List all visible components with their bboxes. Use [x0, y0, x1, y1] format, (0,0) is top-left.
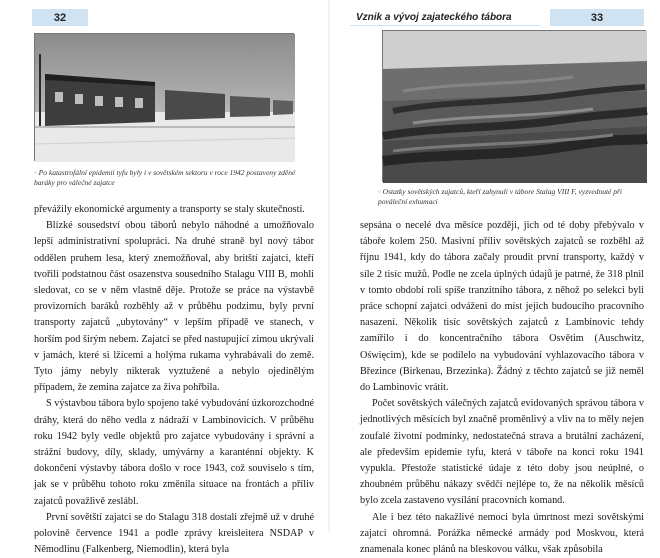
page-number-left: 32 [32, 9, 88, 26]
body-text-right [360, 218, 644, 558]
running-title: Vznik a vývoj zajateckého tábora [350, 9, 540, 26]
paragraph: sepsána o necelé dva měsíce později, jich od té doby přebývalo v táboře kolem 250. Masivní příliv sovětských zajatců se rozběhl až říjnu 1941, kdy do tábora začaly proudit první transporty, každý v síle 2 tisíc mužů. Podle ne zcela úplných údajů je patrné, že 318 plnil v tomto období roli spíše tranzitního tábora, z něhož po selekci byli práce schopní zajatci odváženi do míst jejich budoucího pracovního nasazení. Několik tisíc sovětských zajatců z Lambinovic tehdy zamířilo i do koncentračního tábora Osvětim (Auschwitz, Oświęcim), kde se podílelo na vybudování vyhlazovacího tábora v Březince (Birkenau, Brzezinka). Žádný z těchto zajatců se již neměl do Lambinovic vrátit. [360, 220, 644, 394]
photo-exhumation [382, 30, 646, 182]
caption-marker-icon: ▫ [378, 187, 381, 196]
barracks-photo-image [35, 34, 295, 162]
caption-text: Ostatky sovětských zajatců, kteří zahynuli v tábore Stalag VIII F, vyzvednuté při pováleční exhumaci [378, 187, 622, 206]
photo-caption-left [34, 168, 302, 188]
caption-marker-icon: ▫ [34, 168, 37, 177]
book-gutter [328, 0, 330, 532]
page-number-right: 33 [550, 9, 644, 26]
paragraph: Blízké sousedství obou táborů nebylo náhodné a umožňovalo lepší administrativní spolupráci. Na druhé straně byl nový tábor oddělen pruhem lesa, který znemožňoval, aby britští zajatci, kteří tvořili podstatnou část osazenstva sousedního Stalagu VIII B, mohli sledovat, co se v něm vlastně děje. Protože se práce na výstavbě provizorních baráků rozběhly až v průběhu podzimu, byly první transporty zajatců „ubytovány“ v lepším případě ve stanech, v horším pod širým nebem. Zajatci se před nastupující zimou ukrývali v jamách, které si lžícemi a holýma rukama vyhrabávali do země. Tyto jámy nebyly nikterak vyztužené a nebylo ojedinělým případem, že zemina zajatce za živa pohřbila. [34, 220, 314, 394]
exhumation-photo-image [383, 31, 647, 183]
right-page [338, 0, 656, 556]
body-text-left [34, 202, 314, 558]
paragraph: Počet sovětských válečných zajatců evidovaných správou tábora v jednotlivých měsících byl značně proměnlivý a vliv na to měly nejen zoufalé životní podmínky, nedostatečná strava a brutální zacházení, ale především epidemie tyfu, která v táboře na konci roku 1941 vypukla. Přestože statistické údaje z této doby jsou neúplné, o zhoubném průběhu nákazy svědčí nejlépe to, že na několik měsíců bylo zcela zastaveno vysílání pracovních komand. [360, 398, 644, 507]
paragraph: Ale i bez této nakažlivé nemoci byla úmrtnost mezi sovětskými zajatci ohromná. Porážka německé armády pod Moskvou, která znamenala konec plánů na bleskovou válku, však způsobila [360, 511, 644, 556]
left-page [8, 0, 326, 556]
caption-text: Po katastrofální epidemii tyfu byly i v sovětském sektoru v roce 1942 postaveny zděné baráky pro válečné zajatce [34, 168, 296, 187]
paragraph: S výstavbou tábora bylo spojeno také vybudování úzkorozchodné dráhy, která do něho vedla z nádraží v Lambinovicích. V průběhu roku 1942 byly vedle objektů pro zajatce vybudovány i správní a strážní budovy, díly, sklady, umývárny a karanténní objekty. K dokončení výstavby tábora došlo v roce 1943, což souviselo s tím, jak se v průběhu tohoto roku změnila situace na frontách a příliv zajatců považlivě zeslábl. [34, 398, 314, 507]
paragraph: První sovětští zajatci se do Stalagu 318 dostali zřejmě už v druhé polovině července 1941 a podle zprávy kreisleitera NSDAP v Němodlinu (Falkenberg, Niemodlin), která byla [34, 511, 314, 556]
paragraph: převážily ekonomické argumenty a transporty se staly skutečností. [34, 204, 305, 215]
photo-caption-right [378, 187, 648, 207]
photo-barracks [34, 33, 294, 161]
